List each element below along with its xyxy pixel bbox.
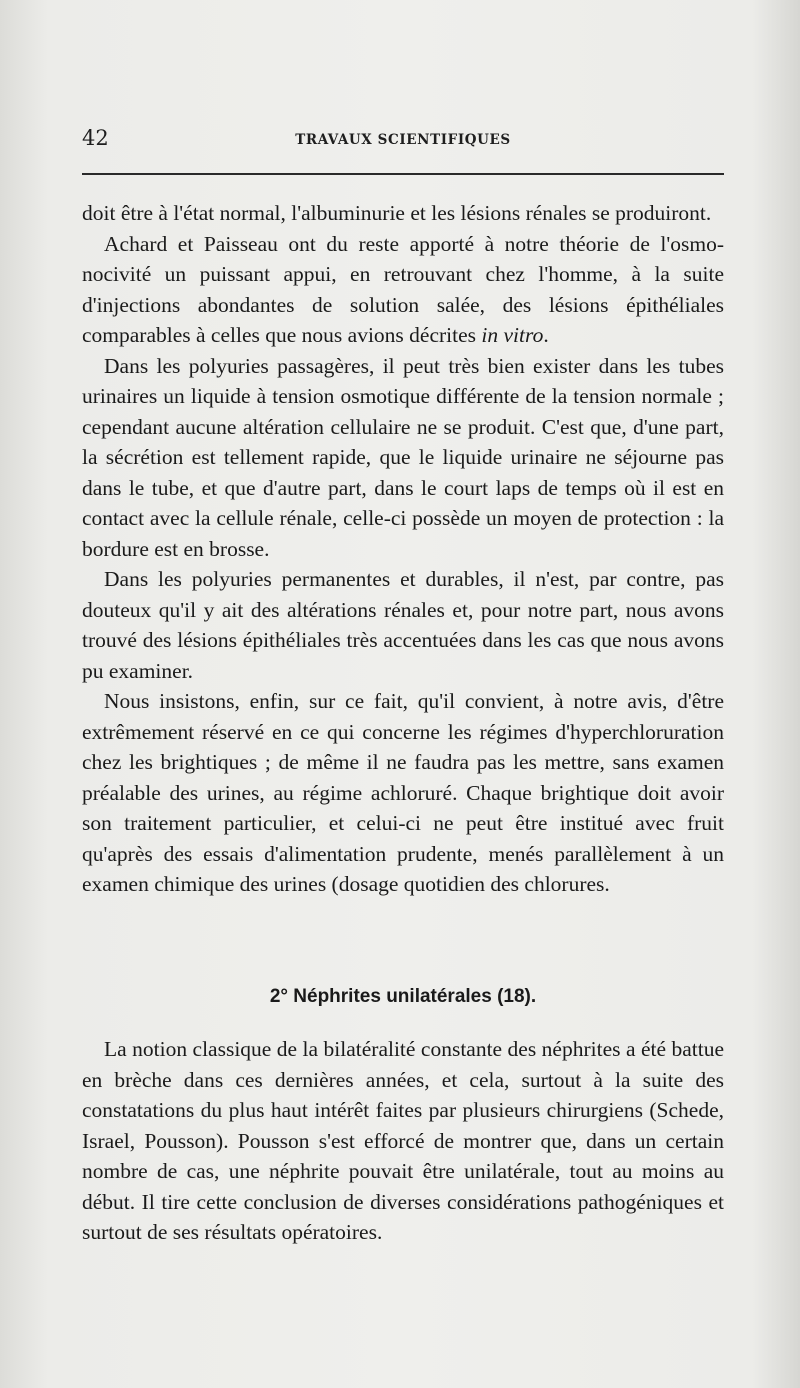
page-header [82,126,724,156]
italic-text: in vitro [481,323,544,347]
page-number: 42 [82,126,109,150]
body-text [82,198,724,900]
header-rule [82,173,724,175]
section-body-text [82,1034,724,1248]
paragraph: La notion classique de la bilatéralité constante des néphrites a été battue en brèche dans ces dernières années, et cela, surtout à la suite des constatations du plus haut intérêt faites par plusieurs chirurgiens (Schede, Israel, Pousson). Pousson s'est efforcé de montrer que, dans un certain nombre de cas, une néphrite pouvait être unilatérale, tout au moins au début. Il tire cette conclusion de diverses considérations pathogéniques et surtout de ses résultats opératoires. [82,1037,724,1244]
paragraph: Dans les polyuries permanentes et durables, il n'est, par contre, pas douteux qu'il y ait des altérations rénales et, pour notre part, nous avons trouvé des lésions épithéliales très accentuées dans les cas que nous avons pu examiner. [82,567,724,683]
paragraph: Dans les polyuries passagères, il peut très bien exister dans les tubes urinaires un liquide à tension osmotique différente de la tension normale ; cependant aucune altération cellulaire ne se produit. C'est que, d'une part, la sécrétion est tellement rapide, que le liquide urinaire ne séjourne pas dans le tube, et que d'autre part, dans le court laps de temps où il est en contact avec la cellule rénale, celle-ci possède un moyen de protection : la bordure est en brosse. [82,353,724,561]
running-title: TRAVAUX SCIENTIFIQUES [295,132,511,148]
paragraph-text: Achard et Paisseau ont du reste apporté à notre théorie de l'osmonocivité un puissant appui, en retrouvant chez l'homme, à la suite d'injections abondantes de solution salée, des lésions épithéliales comparables à celles que nous avions décrites [82,231,724,347]
paragraph: Nous insistons, enfin, sur ce fait, qu'il convient, à notre avis, d'être extrêmement réservé en ce qui concerne les régimes d'hyperchloruration chez les brightiques ; de même il ne faudra pas les mettre, sans examen préalable des urines, au régime achloruré. Chaque brightique doit avoir son traitement particulier, et celui-ci ne peut être institué avec fruit qu'après des essais d'alimentation prudente, menés parallèlement à un examen chimique des urines (dosage quotidien des chlorures. [82,689,724,896]
section-heading: 2° Néphrites unilatérales (18). [269,986,537,1007]
paragraph: doit être à l'état normal, l'albuminurie et les lésions rénales se produiront. [82,201,712,225]
paragraph [82,229,724,351]
paragraph-text: . [543,323,549,347]
